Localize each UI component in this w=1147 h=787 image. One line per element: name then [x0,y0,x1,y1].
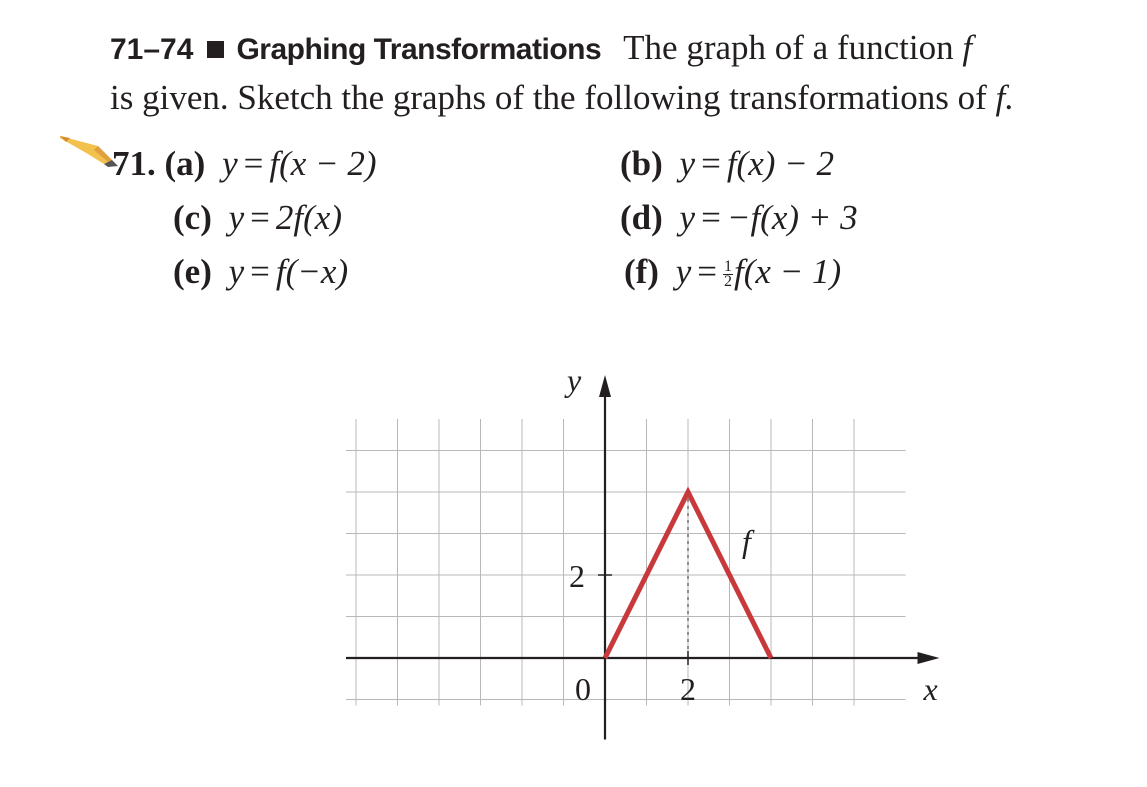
item-d-eq: = [701,198,721,237]
instruction-line1: The graph of a function [623,28,954,67]
y-axis-arrow-icon [599,375,611,397]
item-e-rhs: f(−x) [275,252,349,291]
instruction-line2: is given. Sketch the graphs of the following transformations of [110,78,987,117]
item-f-rhs: f(x − 1) [734,252,842,291]
problem-range: 71–74 [110,33,194,66]
y-axis-label: y [567,362,582,398]
item-d-rhs: −f(x) + 3 [726,198,858,237]
function-label: f [741,523,751,560]
origin-label: 0 [575,671,591,707]
item-a-lhs: y [222,144,238,183]
item-b-rhs: f(x) − 2 [726,144,835,183]
exercise-number: 71. [112,144,156,183]
grid [346,419,906,706]
item-c-label: (c) [173,198,212,237]
item-a-eq: = [243,144,264,183]
x-axis-arrow-icon [918,652,940,664]
fraction-denominator: 2 [724,273,733,291]
item-e-label: (e) [173,252,212,291]
item-f-label: (f) [624,252,659,291]
section-title: Graphing Transformations [236,33,602,66]
item-f-eq: = [697,252,718,291]
item-c-rhs: 2f(x) [275,198,342,237]
function-f: f [962,28,973,67]
axes [346,375,940,740]
item-b-label: (b) [620,144,663,183]
y-tick-label: 2 [569,558,585,594]
item-e-lhs: y [228,252,245,291]
item-d-label: (d) [620,198,663,237]
item-c-eq: = [250,198,270,237]
item-e-eq: = [250,252,270,291]
x-tick-label: 2 [680,671,696,707]
item-c-lhs: y [228,198,245,237]
item-a-label: (a) [164,144,206,183]
item-f-lhs: y [675,252,692,291]
item-b-lhs: y [679,144,696,183]
item-a-rhs: f(x − 2) [269,144,377,183]
function-f-end: f. [995,78,1015,117]
x-axis-label: x [923,671,938,707]
fraction-numerator: 1 [724,258,733,276]
item-d-lhs: y [679,198,696,237]
item-b-eq: = [701,144,721,183]
